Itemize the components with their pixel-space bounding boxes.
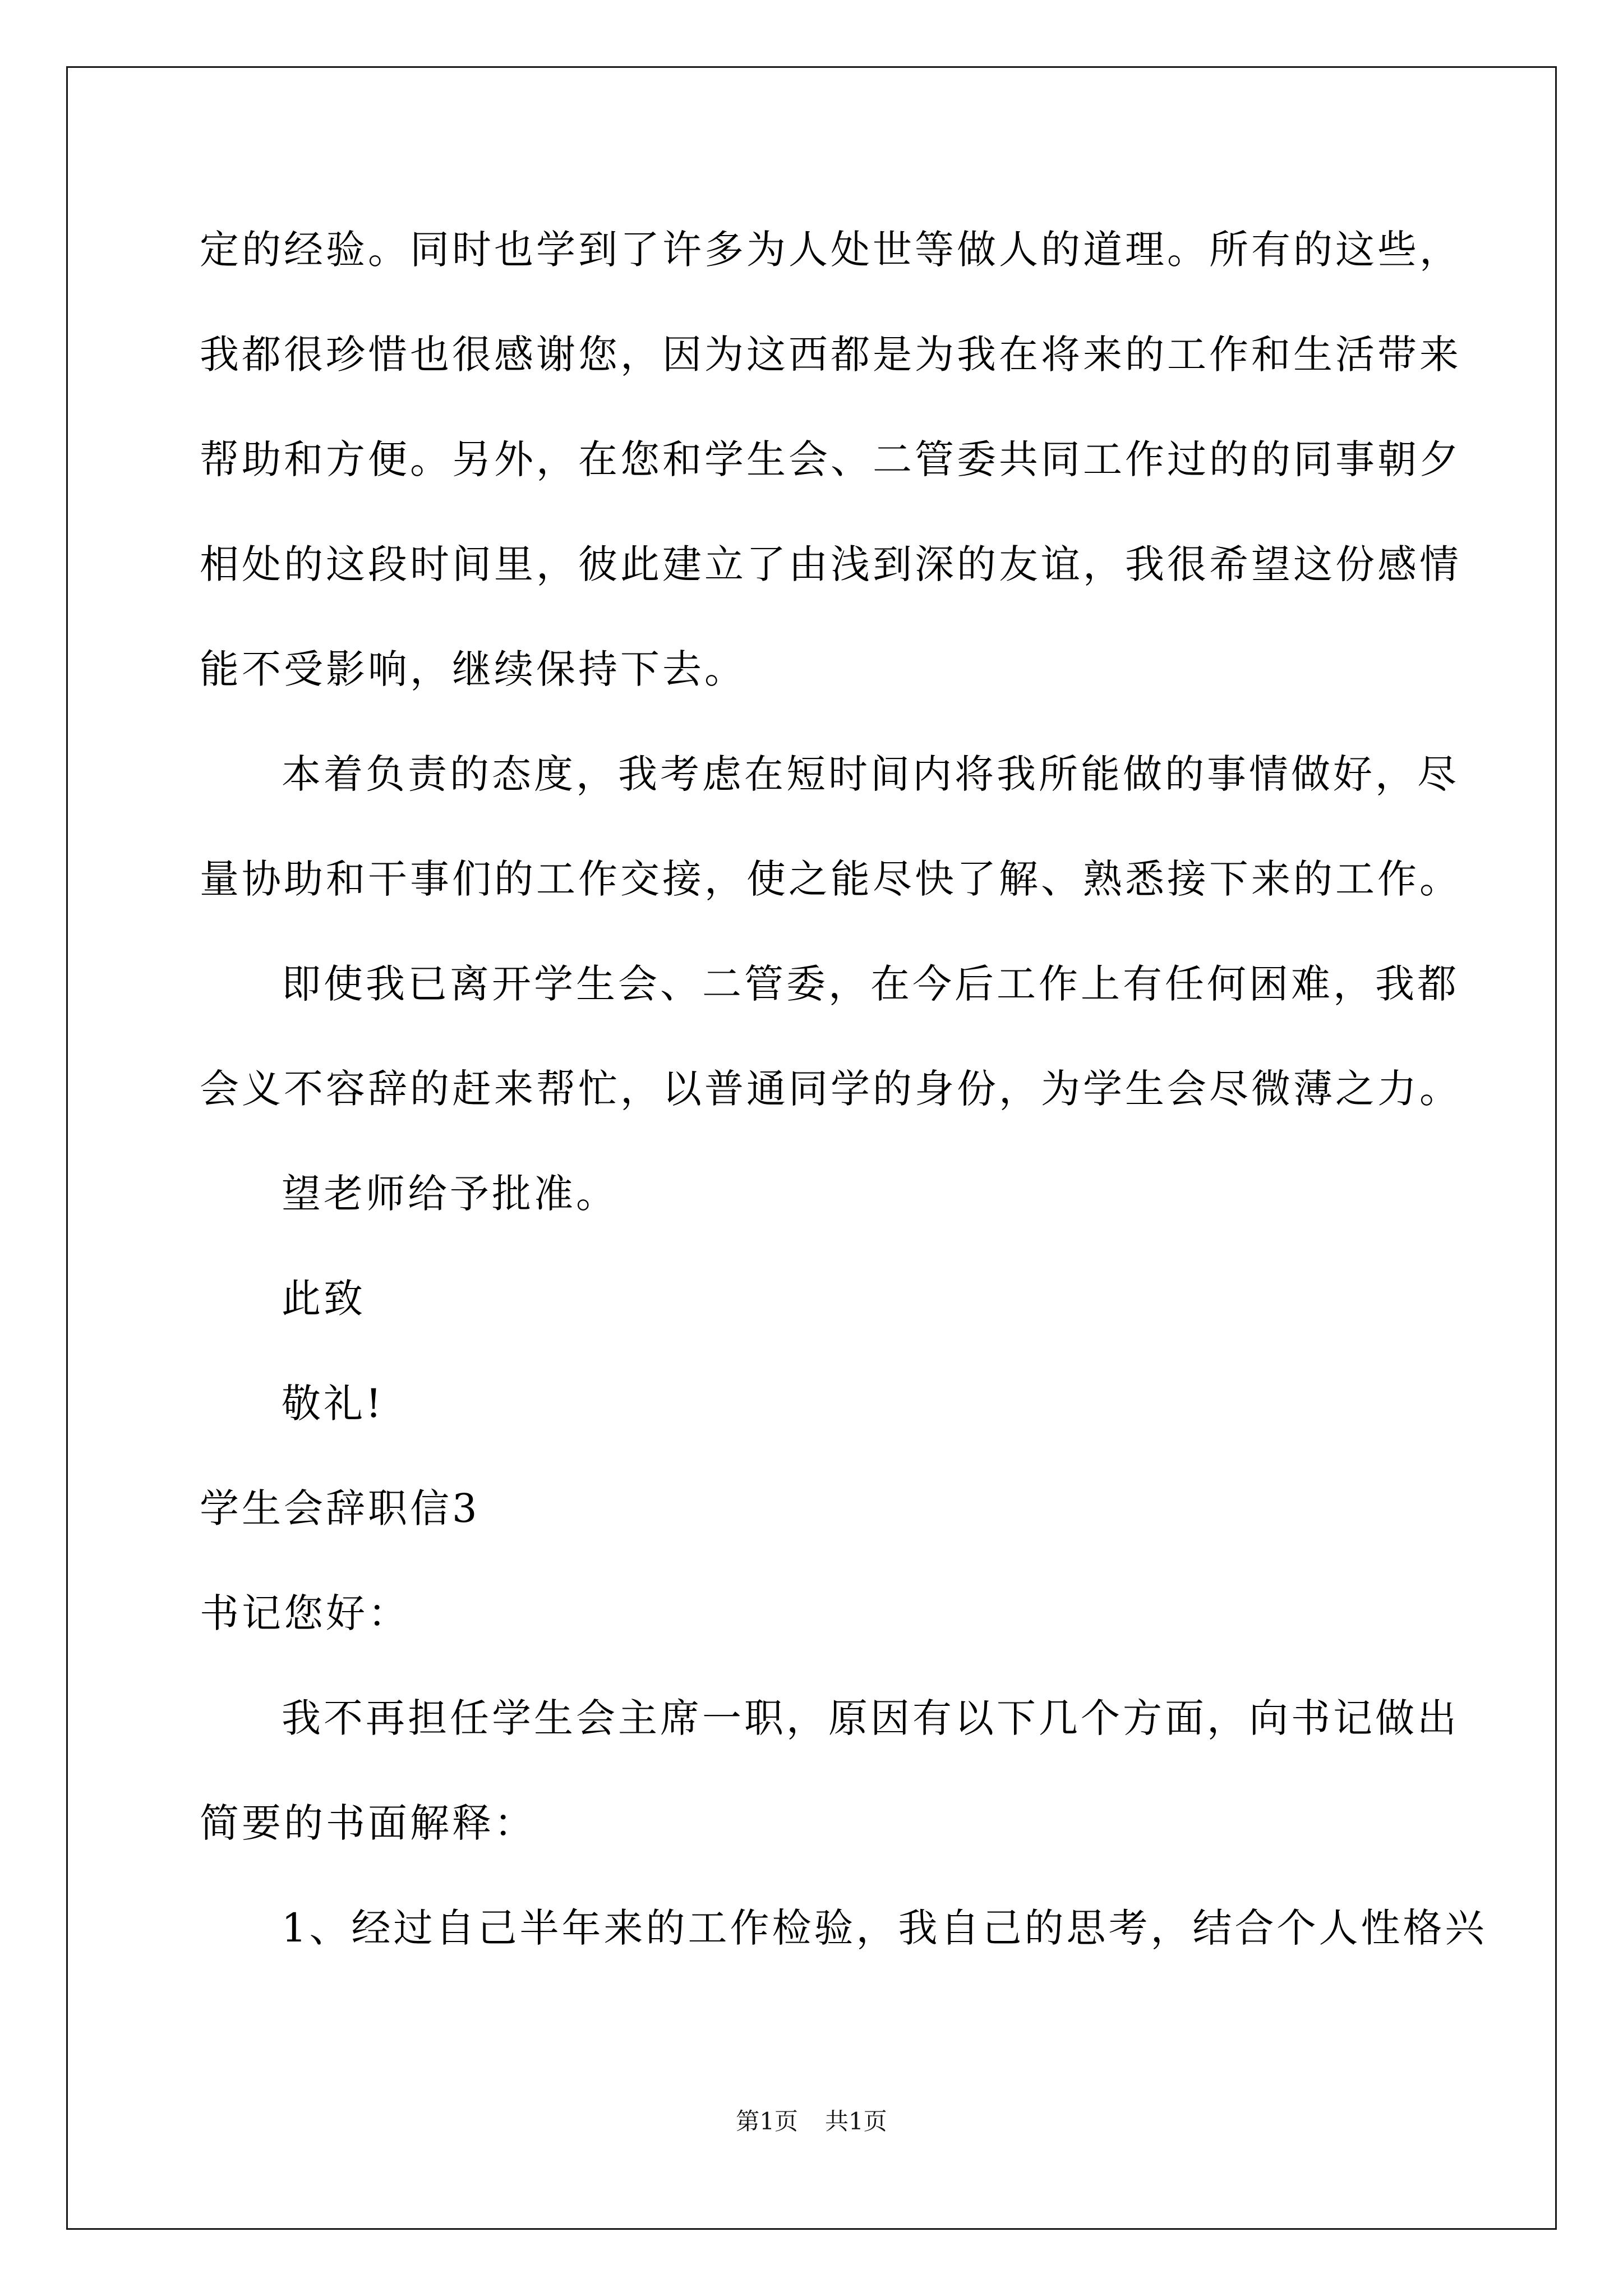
body-line: 相处的这段时间里，彼此建立了由浅到深的友谊，我很希望这份感情 (200, 541, 1461, 587)
body-line: 帮助和方便。另外，在您和学生会、二管委共同工作过的的同事朝夕 (200, 436, 1461, 482)
greeting-line: 书记您好： (200, 1590, 410, 1636)
page-number-total: 共1页 (825, 2108, 887, 2135)
section-title: 学生会辞职信3 (200, 1485, 480, 1531)
salutation-line: 此致 (282, 1276, 366, 1322)
page-footer (0, 2105, 1623, 2138)
body-line: 量协助和干事们的工作交接，使之能尽快了解、熟悉接下来的工作。 (200, 856, 1461, 902)
body-line: 定的经验。同时也学到了许多为人处世等做人的道理。所有的这些， (200, 227, 1461, 273)
body-line: 即使我已离开学生会、二管委，在今后工作上有任何困难，我都 (282, 961, 1459, 1007)
body-line: 望老师给予批准。 (282, 1171, 618, 1217)
body-line: 简要的书面解释： (200, 1800, 536, 1846)
body-line: 会义不容辞的赶来帮忙，以普通同学的身份，为学生会尽微薄之力。 (200, 1066, 1461, 1112)
page-number-current: 第1页 (736, 2108, 798, 2135)
body-line: 能不受影响，继续保持下去。 (200, 646, 746, 692)
body-line: 本着负责的态度，我考虑在短时间内将我所能做的事情做好，尽 (282, 751, 1459, 797)
body-line: 我不再担任学生会主席一职，原因有以下几个方面，向书记做出 (282, 1695, 1459, 1741)
salutation-line: 敬礼! (282, 1381, 385, 1427)
body-line: 我都很珍惜也很感谢您，因为这西都是为我在将来的工作和生活带来 (200, 332, 1461, 378)
body-line: 1、经过自己半年来的工作检验，我自己的思考，结合个人性格兴 (282, 1905, 1487, 1951)
